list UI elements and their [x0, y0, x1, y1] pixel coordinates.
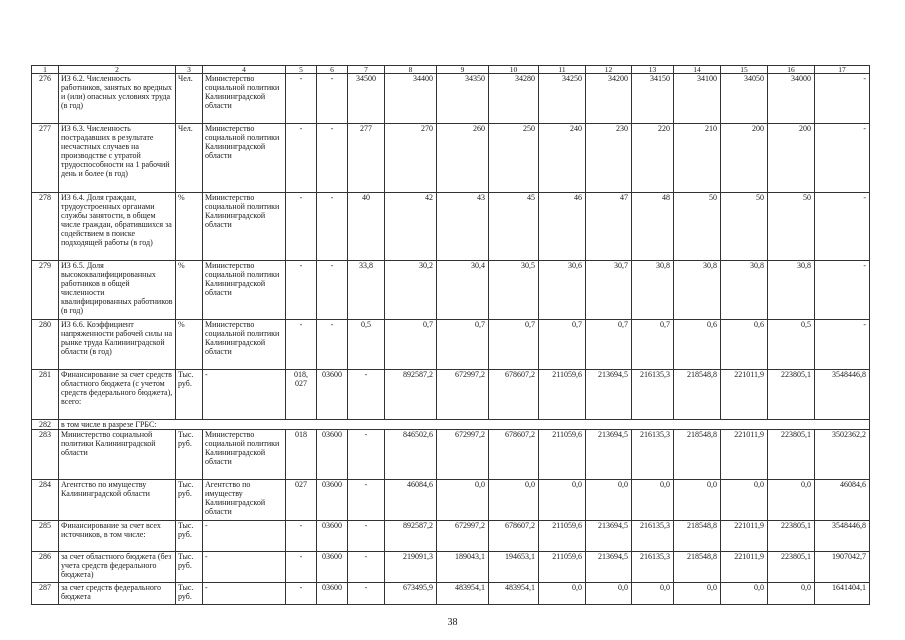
value-cell: 218548,8: [674, 430, 721, 480]
unit-cell: Тыс. руб.: [176, 430, 203, 480]
code-cell: -: [286, 74, 317, 124]
responsible-cell: Министерство социальной политики Калининградской области: [203, 430, 286, 480]
value-cell: 213694,5: [586, 521, 632, 552]
value-cell: 216135,3: [632, 430, 674, 480]
code-cell: 03600: [317, 480, 348, 521]
row-number-cell: 279: [32, 261, 59, 320]
value-cell: 3548446,8: [815, 370, 870, 420]
code-cell: -: [286, 261, 317, 320]
column-number-cell: 11: [539, 66, 586, 74]
table-row: [32, 193, 870, 261]
responsible-cell: -: [203, 552, 286, 583]
unit-cell: %: [176, 193, 203, 261]
value-cell: 211059,6: [539, 370, 586, 420]
value-cell: 221011,9: [721, 552, 768, 583]
column-number-cell: 17: [815, 66, 870, 74]
value-cell: 678607,2: [489, 430, 539, 480]
value-cell: 0,0: [586, 583, 632, 605]
code-cell: 34500: [348, 74, 385, 124]
responsible-cell: Министерство социальной политики Калининградской области: [203, 193, 286, 261]
row-number-cell: 286: [32, 552, 59, 583]
unit-cell: Тыс. руб.: [176, 370, 203, 420]
value-cell: 0,0: [632, 583, 674, 605]
value-cell: 223805,1: [768, 552, 815, 583]
value-cell: 483954,1: [489, 583, 539, 605]
code-cell: -: [348, 480, 385, 521]
value-cell: 213694,5: [586, 552, 632, 583]
responsible-cell: -: [203, 521, 286, 552]
value-cell: 0,0: [437, 480, 489, 521]
responsible-cell: Агентство по имуществу Калининградской области: [203, 480, 286, 521]
value-cell: 3502362,2: [815, 430, 870, 480]
value-cell: -: [815, 124, 870, 193]
value-cell: 0,5: [768, 320, 815, 370]
value-cell: 200: [768, 124, 815, 193]
value-cell: 0,0: [674, 480, 721, 521]
value-cell: 30,8: [721, 261, 768, 320]
unit-cell: Тыс. руб.: [176, 552, 203, 583]
value-cell: 0,0: [674, 583, 721, 605]
value-cell: 0,0: [539, 480, 586, 521]
value-cell: 672997,2: [437, 521, 489, 552]
value-cell: 34280: [489, 74, 539, 124]
unit-cell: Чел.: [176, 74, 203, 124]
value-cell: 50: [768, 193, 815, 261]
value-cell: 846502,6: [385, 430, 437, 480]
value-cell: 48: [632, 193, 674, 261]
value-cell: 270: [385, 124, 437, 193]
value-cell: 30,8: [632, 261, 674, 320]
indicator-name-cell: за счет средств федерального бюджета: [59, 583, 176, 605]
value-cell: 34250: [539, 74, 586, 124]
column-number-cell: 4: [203, 66, 286, 74]
responsible-cell: Министерство социальной политики Калининградской области: [203, 74, 286, 124]
value-cell: 223805,1: [768, 370, 815, 420]
row-number-cell: 276: [32, 74, 59, 124]
value-cell: 211059,6: [539, 552, 586, 583]
column-number-cell: 3: [176, 66, 203, 74]
indicator-name-cell: Финансирование за счет средств областного бюджета (с учетом средств федерального бюджета), всего:: [59, 370, 176, 420]
value-cell: 0,0: [721, 583, 768, 605]
value-cell: 30,2: [385, 261, 437, 320]
indicator-name-cell: Министерство социальной политики Калининградской области: [59, 430, 176, 480]
row-number-cell: 283: [32, 430, 59, 480]
table-row: [32, 124, 870, 193]
value-cell: 678607,2: [489, 370, 539, 420]
indicator-name-cell: ИЗ 6.6. Коэффициент напряженности рабочей силы на рынке труда Калининградской области (в год): [59, 320, 176, 370]
value-cell: 0,0: [586, 480, 632, 521]
value-cell: 230: [586, 124, 632, 193]
code-cell: 0,5: [348, 320, 385, 370]
value-cell: -: [815, 261, 870, 320]
code-cell: -: [286, 583, 317, 605]
code-cell: -: [317, 193, 348, 261]
code-cell: -: [286, 193, 317, 261]
value-cell: 0,6: [721, 320, 768, 370]
code-cell: -: [348, 552, 385, 583]
value-cell: -: [815, 74, 870, 124]
value-cell: 0,0: [489, 480, 539, 521]
code-cell: -: [348, 521, 385, 552]
value-cell: 220: [632, 124, 674, 193]
value-cell: 47: [586, 193, 632, 261]
code-cell: 03600: [317, 552, 348, 583]
row-number-cell: 285: [32, 521, 59, 552]
indicator-name-cell: Финансирование за счет всех источников, в том числе:: [59, 521, 176, 552]
table-row: [32, 552, 870, 583]
value-cell: 221011,9: [721, 370, 768, 420]
column-number-cell: 2: [59, 66, 176, 74]
code-cell: 03600: [317, 370, 348, 420]
value-cell: 0,0: [539, 583, 586, 605]
value-cell: 45: [489, 193, 539, 261]
row-number-cell: 280: [32, 320, 59, 370]
value-cell: 218548,8: [674, 370, 721, 420]
responsible-cell: -: [203, 370, 286, 420]
column-number-cell: 10: [489, 66, 539, 74]
unit-cell: Тыс. руб.: [176, 480, 203, 521]
table-row: [32, 320, 870, 370]
code-cell: 03600: [317, 583, 348, 605]
row-number-cell: 281: [32, 370, 59, 420]
value-cell: 30,8: [768, 261, 815, 320]
value-cell: 0,0: [768, 583, 815, 605]
code-cell: -: [317, 74, 348, 124]
value-cell: 30,4: [437, 261, 489, 320]
value-cell: 0,6: [674, 320, 721, 370]
column-number-cell: 15: [721, 66, 768, 74]
row-number-cell: 278: [32, 193, 59, 261]
value-cell: 34100: [674, 74, 721, 124]
value-cell: 34150: [632, 74, 674, 124]
value-cell: 260: [437, 124, 489, 193]
indicator-name-cell: ИЗ 6.3. Численность пострадавших в результате несчастных случаев на производстве с утратой трудоспособности на 1 рабочий день и более (в год): [59, 124, 176, 193]
value-cell: 250: [489, 124, 539, 193]
value-cell: 483954,1: [437, 583, 489, 605]
value-cell: 240: [539, 124, 586, 193]
code-cell: -: [348, 583, 385, 605]
code-cell: 33,8: [348, 261, 385, 320]
value-cell: 218548,8: [674, 521, 721, 552]
value-cell: 34350: [437, 74, 489, 124]
code-cell: -: [317, 320, 348, 370]
value-cell: 213694,5: [586, 430, 632, 480]
indicator-name-cell: ИЗ 6.5. Доля высококвалифицированных работников в общей численности квалифицированных работников (в год): [59, 261, 176, 320]
value-cell: 43: [437, 193, 489, 261]
table-row: [32, 420, 870, 430]
table-row: [32, 74, 870, 124]
value-cell: 672997,2: [437, 370, 489, 420]
value-cell: 221011,9: [721, 521, 768, 552]
data-table: [31, 65, 870, 605]
value-cell: 223805,1: [768, 430, 815, 480]
value-cell: 46084,6: [815, 480, 870, 521]
table-row: [32, 370, 870, 420]
unit-cell: Тыс. руб.: [176, 583, 203, 605]
indicator-name-cell: ИЗ 6.2. Численность работников, занятых во вредных и (или) опасных условиях труда (в год): [59, 74, 176, 124]
unit-cell: Тыс. руб.: [176, 521, 203, 552]
value-cell: 211059,6: [539, 521, 586, 552]
value-cell: 50: [674, 193, 721, 261]
value-cell: 1907042,7: [815, 552, 870, 583]
row-number-cell: 284: [32, 480, 59, 521]
value-cell: 210: [674, 124, 721, 193]
value-cell: 0,7: [437, 320, 489, 370]
code-cell: -: [317, 124, 348, 193]
code-cell: 018: [286, 430, 317, 480]
value-cell: 0,7: [586, 320, 632, 370]
column-number-cell: 12: [586, 66, 632, 74]
code-cell: -: [286, 521, 317, 552]
code-cell: -: [348, 430, 385, 480]
indicator-name-cell: Агентство по имуществу Калининградской области: [59, 480, 176, 521]
column-number-cell: 8: [385, 66, 437, 74]
row-number-cell: 282: [32, 420, 59, 430]
value-cell: 0,7: [539, 320, 586, 370]
value-cell: 0,0: [632, 480, 674, 521]
value-cell: 223805,1: [768, 521, 815, 552]
column-number-cell: 14: [674, 66, 721, 74]
value-cell: 672997,2: [437, 430, 489, 480]
column-number-cell: 13: [632, 66, 674, 74]
code-cell: -: [317, 261, 348, 320]
page-number: 38: [447, 617, 458, 628]
code-cell: -: [348, 370, 385, 420]
code-cell: 027: [286, 480, 317, 521]
value-cell: 211059,6: [539, 430, 586, 480]
code-cell: -: [286, 320, 317, 370]
indicator-name-cell: ИЗ 6.4. Доля граждан, трудоустроенных органами службы занятости, в общем числе граждан, обратившихся за содействием в поиске подходящей работы (в год): [59, 193, 176, 261]
code-cell: -: [286, 552, 317, 583]
code-cell: -: [286, 124, 317, 193]
code-cell: 277: [348, 124, 385, 193]
value-cell: 1641404,1: [815, 583, 870, 605]
value-cell: 34200: [586, 74, 632, 124]
column-number-cell: 6: [317, 66, 348, 74]
value-cell: -: [815, 320, 870, 370]
responsible-cell: Министерство социальной политики Калининградской области: [203, 124, 286, 193]
responsible-cell: -: [203, 583, 286, 605]
code-cell: 03600: [317, 521, 348, 552]
value-cell: 34000: [768, 74, 815, 124]
section-caption-cell: в том числе в разрезе ГРБС:: [59, 420, 870, 430]
value-cell: 0,7: [489, 320, 539, 370]
table-row: [32, 583, 870, 605]
table-row: [32, 521, 870, 552]
value-cell: 673495,9: [385, 583, 437, 605]
value-cell: 34400: [385, 74, 437, 124]
value-cell: 216135,3: [632, 521, 674, 552]
column-number-cell: 1: [32, 66, 59, 74]
unit-cell: %: [176, 320, 203, 370]
value-cell: 678607,2: [489, 521, 539, 552]
value-cell: 0,0: [768, 480, 815, 521]
value-cell: 189043,1: [437, 552, 489, 583]
column-number-cell: 7: [348, 66, 385, 74]
value-cell: 30,8: [674, 261, 721, 320]
column-number-cell: 9: [437, 66, 489, 74]
value-cell: 194653,1: [489, 552, 539, 583]
value-cell: 892587,2: [385, 521, 437, 552]
row-number-cell: 277: [32, 124, 59, 193]
column-number-cell: 5: [286, 66, 317, 74]
value-cell: 216135,3: [632, 552, 674, 583]
value-cell: 50: [721, 193, 768, 261]
code-cell: 018, 027: [286, 370, 317, 420]
responsible-cell: Министерство социальной политики Калининградской области: [203, 320, 286, 370]
value-cell: 30,7: [586, 261, 632, 320]
unit-cell: %: [176, 261, 203, 320]
indicator-name-cell: за счет областного бюджета (без учета средств федерального бюджета): [59, 552, 176, 583]
value-cell: 30,6: [539, 261, 586, 320]
value-cell: 46084,6: [385, 480, 437, 521]
column-number-cell: 16: [768, 66, 815, 74]
responsible-cell: Министерство социальной политики Калининградской области: [203, 261, 286, 320]
row-number-cell: 287: [32, 583, 59, 605]
value-cell: 892587,2: [385, 370, 437, 420]
value-cell: 0,0: [721, 480, 768, 521]
value-cell: 0,7: [385, 320, 437, 370]
value-cell: 218548,8: [674, 552, 721, 583]
header-row: [32, 66, 870, 74]
value-cell: 213694,5: [586, 370, 632, 420]
value-cell: 30,5: [489, 261, 539, 320]
unit-cell: Чел.: [176, 124, 203, 193]
value-cell: 219091,3: [385, 552, 437, 583]
value-cell: 221011,9: [721, 430, 768, 480]
value-cell: 3548446,8: [815, 521, 870, 552]
value-cell: 42: [385, 193, 437, 261]
value-cell: 46: [539, 193, 586, 261]
value-cell: 200: [721, 124, 768, 193]
table-row: [32, 261, 870, 320]
code-cell: 03600: [317, 430, 348, 480]
table-row: [32, 480, 870, 521]
value-cell: -: [815, 193, 870, 261]
table-row: [32, 430, 870, 480]
value-cell: 0,7: [632, 320, 674, 370]
value-cell: 34050: [721, 74, 768, 124]
code-cell: 40: [348, 193, 385, 261]
value-cell: 216135,3: [632, 370, 674, 420]
